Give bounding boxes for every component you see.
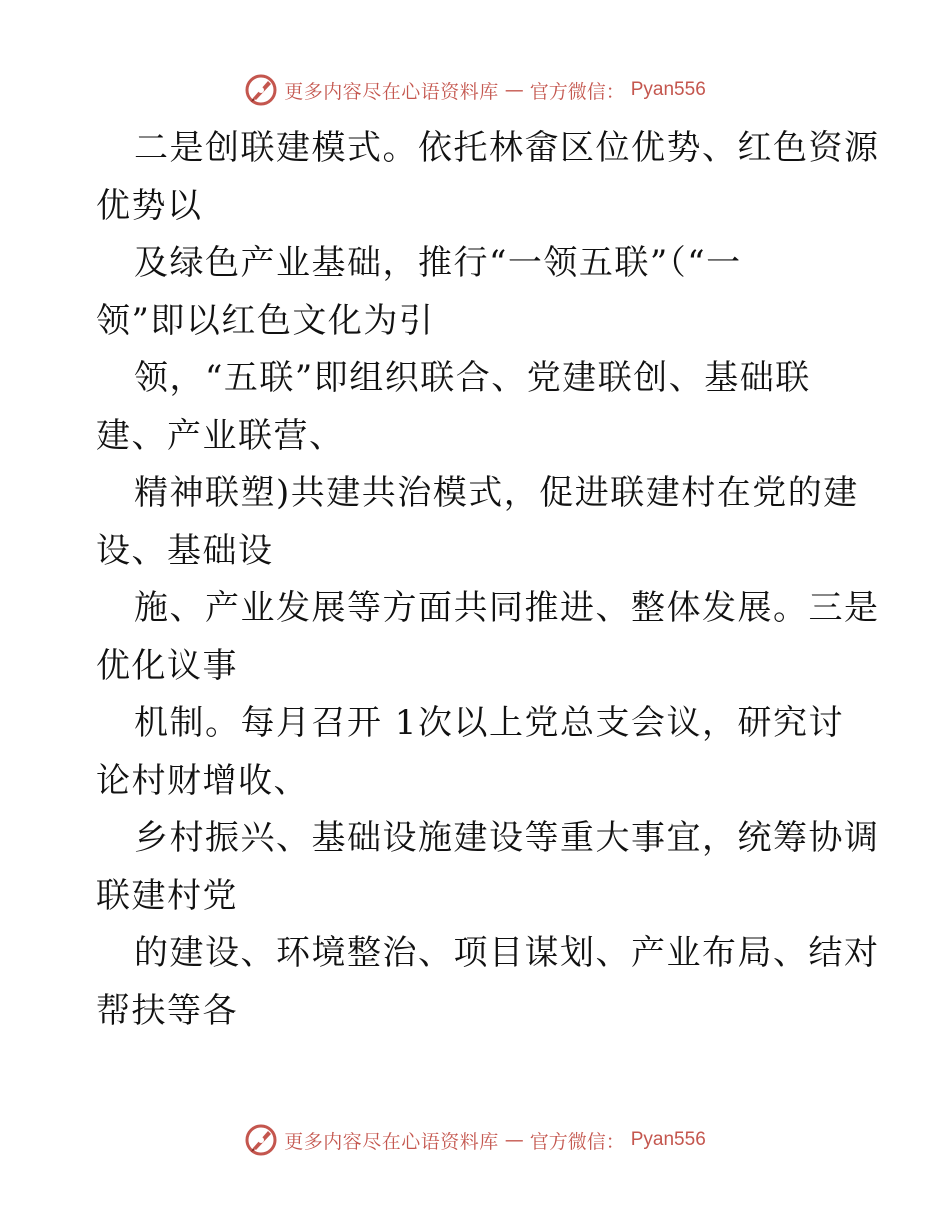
text-line: 论村财增收、 — [96, 760, 309, 801]
footer-promo-text: 更多内容尽在心语资料库 — [284, 1130, 499, 1153]
footer-separator: — — [504, 1129, 524, 1151]
footer-wechat-id: Pyan556 — [630, 1129, 706, 1150]
text-line: 乡村振兴、基础设施建设等重大事宜，统筹协调 — [134, 818, 880, 858]
text-line: 建、产业联营、 — [96, 415, 345, 456]
text-line: 优化议事 — [96, 645, 238, 686]
header-wechat-label: 官方微信： — [529, 80, 625, 103]
footer-banner — [0, 1120, 950, 1160]
text-line: 的建设、环境整治、项目谋划、产业布局、结对 — [134, 933, 880, 973]
text-line: 精神联塑)共建共治模式，促进联建村在党的建 — [134, 473, 859, 513]
header-banner — [0, 70, 950, 110]
footer-wechat-label: 官方微信： — [529, 1130, 625, 1153]
header-promo-text: 更多内容尽在心语资料库 — [284, 80, 499, 103]
red-pen-logo-icon — [244, 1123, 278, 1157]
header-wechat-id: Pyan556 — [630, 79, 706, 100]
document-body — [96, 120, 880, 1040]
red-pen-logo-icon — [244, 73, 278, 107]
header-separator: — — [504, 79, 524, 101]
text-line: 施、产业发展等方面共同推进、整体发展。三是 — [134, 588, 880, 628]
text-line: 联建村党 — [96, 875, 238, 916]
text-line: 及绿色产业基础，推行“一领五联”（“一 — [134, 243, 742, 283]
text-line: 领”即以红色文化为引 — [96, 300, 435, 341]
text-line: 优势以 — [96, 185, 203, 226]
text-line: 领，“五联”即组织联合、党建联创、基础联 — [134, 358, 811, 398]
text-line: 机制。每月召开 1次以上党总支会议，研究讨 — [134, 703, 844, 743]
text-line: 二是创联建模式。依托林畲区位优势、红色资源 — [134, 128, 880, 168]
text-line: 帮扶等各 — [96, 990, 238, 1031]
text-line: 设、基础设 — [96, 530, 274, 571]
